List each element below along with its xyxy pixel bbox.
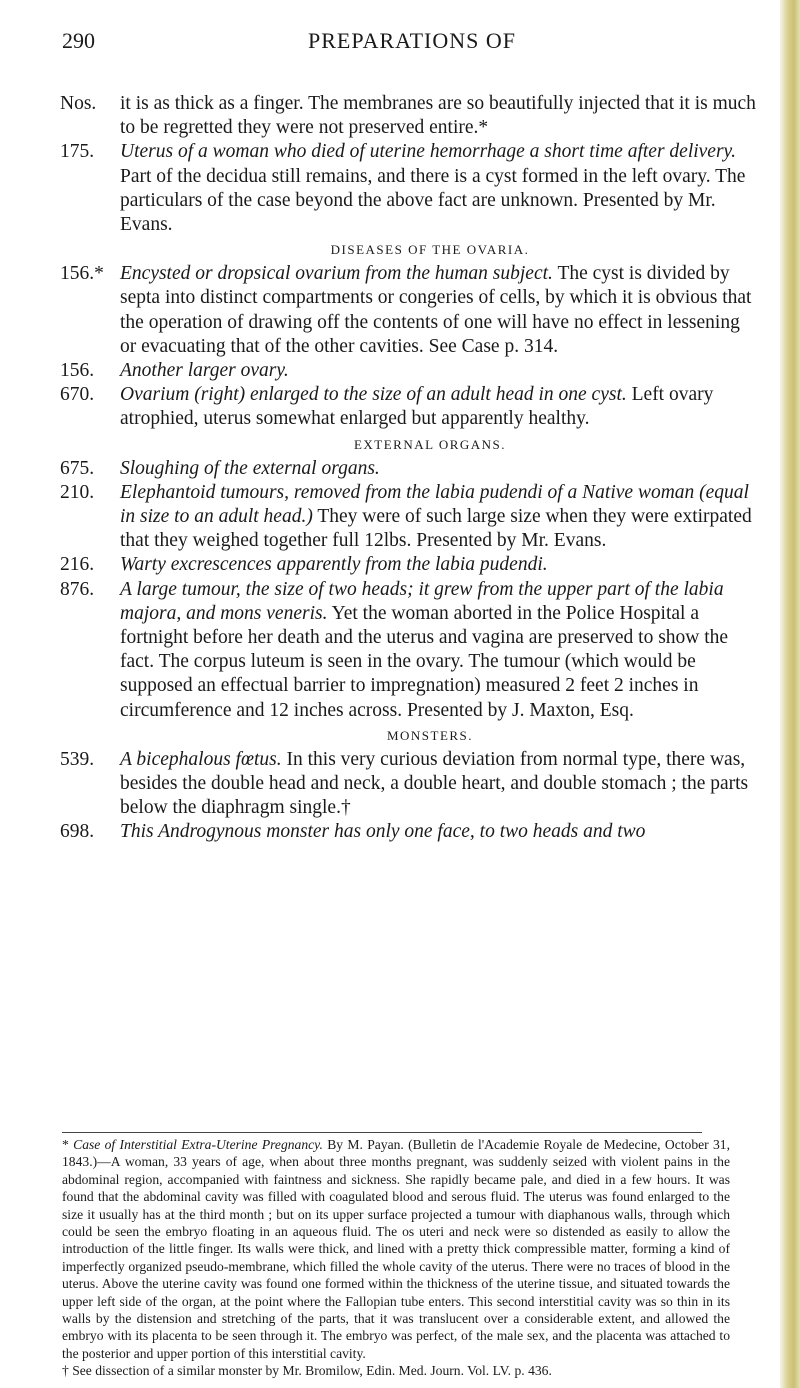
footnotes bbox=[62, 1136, 730, 1380]
entries-intro bbox=[60, 92, 760, 237]
entry-description: Part of the decidua still remains, and there is a cyst formed in the left ovary. The particulars of the case beyond the above fact are unknown. Presented by Mr. Evans. bbox=[120, 165, 746, 236]
entry-text bbox=[120, 749, 748, 818]
section-heading-ovaria: DISEASES OF THE OVARIA. bbox=[330, 242, 530, 258]
entry-description: Left ovary atrophied, uterus somewhat enlarged but apparently healthy. bbox=[120, 384, 714, 430]
entry-description: They were of such large size when they were extirpated that they weighed together full 12lbs. Presented by Mr. Evans. bbox=[120, 506, 752, 552]
entry-title: Ovarium (right) enlarged to the size of an adult head in one cyst. bbox=[120, 384, 627, 406]
catalogue-entry bbox=[60, 140, 760, 237]
entry-title: Another larger ovary. bbox=[120, 360, 289, 382]
page-body bbox=[60, 92, 760, 845]
entry-number: 216. bbox=[60, 554, 95, 576]
entry-number: Nos. bbox=[60, 93, 97, 114]
entry-number: 175. bbox=[60, 141, 95, 163]
entry-title: A bicephalous fœtus. bbox=[120, 748, 282, 770]
entry-text bbox=[120, 554, 548, 575]
entry-text bbox=[120, 141, 745, 235]
entry-text bbox=[120, 360, 289, 381]
entry-number: 698. bbox=[60, 821, 95, 843]
catalogue-entry bbox=[60, 359, 760, 383]
entries-ovaria bbox=[60, 262, 760, 431]
entry-number: 156. bbox=[60, 360, 95, 382]
entry-title: Uterus of a woman who died of uterine hemorrhage a short time after delivery. bbox=[120, 141, 737, 163]
entry-number: 210. bbox=[60, 481, 95, 503]
entries-monsters bbox=[60, 748, 760, 845]
entry-description: Yet the woman aborted in the Police Hospital a fortnight before her death and the uterus and vagina are preserved to show the fact. The corpus luteum is seen in the ovary. The tumour (which would be supposed an effectual barrier to impregnation) measured 2 feet 2 inches in circumference and 12 inches across. Presented by J. Maxton, Esq. bbox=[120, 602, 729, 721]
footnote-rule bbox=[62, 1132, 702, 1133]
entry-description: In this very curious deviation from normal type, there was, besides the double head and neck, a double heart, and double stomach ; the parts below the diaphragm single.† bbox=[120, 748, 749, 819]
entry-text bbox=[120, 458, 380, 479]
entry-text bbox=[120, 579, 728, 721]
entry-description: it is as thick as a finger. The membranes are so beautifully injected that it is much to be regretted they were not preserved entire.* bbox=[120, 93, 756, 139]
entry-title: Elephantoid tumours, removed from the labia pudendi of a Native woman (equal in size to an adult head.) bbox=[120, 481, 749, 528]
entry-number: 675. bbox=[60, 457, 95, 479]
catalogue-entry bbox=[60, 820, 760, 844]
footnote-1-marker: * bbox=[62, 1137, 74, 1152]
footnote-1 bbox=[62, 1136, 730, 1362]
entry-title: A large tumour, the size of two heads; it grew from the upper part of the labia majora, and mons veneris. bbox=[120, 578, 724, 624]
catalogue-entry bbox=[60, 262, 760, 359]
entry-number: 670. bbox=[60, 384, 95, 406]
footnote-2: † See dissection of a similar monster by Mr. Bromilow, Edin. Med. Journ. Vol. LV. p. 436. bbox=[62, 1363, 552, 1379]
entry-title: This Androgynous monster has only one face, to two heads and two bbox=[120, 821, 646, 843]
entry-number: 876. bbox=[60, 578, 95, 600]
entries-external bbox=[60, 457, 760, 723]
catalogue-entry bbox=[60, 553, 760, 577]
section-heading-monsters: MONSTERS. bbox=[386, 727, 474, 743]
page-number: 290 bbox=[62, 28, 95, 53]
catalogue-entry bbox=[60, 92, 760, 140]
entry-text bbox=[120, 821, 645, 842]
entry-text bbox=[120, 93, 756, 138]
entry-number: 539. bbox=[60, 748, 95, 770]
footnote-1-title: Case of Interstitial Extra-Uterine Pregnancy. bbox=[73, 1137, 323, 1152]
catalogue-entry bbox=[60, 457, 760, 481]
catalogue-entry bbox=[60, 481, 760, 554]
catalogue-entry bbox=[60, 383, 760, 431]
entry-title: Warty excrescences apparently from the labia pudendi. bbox=[120, 554, 548, 576]
page-header bbox=[62, 28, 762, 58]
entry-title: Sloughing of the external organs. bbox=[120, 457, 380, 479]
entry-description: The cyst is divided by septa into distinct compartments or congeries of cells, by which it is obvious that the operation of drawing off the contents of one will have no effect in lessening or evacuating that of the other cavities. See Case p. 314. bbox=[120, 263, 752, 357]
running-head: PREPARATIONS OF bbox=[308, 28, 516, 53]
section-heading-external: EXTERNAL ORGANS. bbox=[353, 436, 507, 452]
entry-text bbox=[120, 384, 713, 429]
entry-title: Encysted or dropsical ovarium from the human subject. bbox=[120, 263, 553, 285]
catalogue-entry bbox=[60, 748, 760, 821]
entry-number: 156.* bbox=[60, 263, 104, 285]
entry-text bbox=[120, 263, 751, 357]
catalogue-entry bbox=[60, 578, 760, 723]
footnote-1-text: By M. Payan. (Bulletin de l'Academie Royale de Medecine, October 31, 1843.)—A woman, 33 years of age, when about three months pregnant, was suddenly seized with violent pains in the abdominal region, accompanied with faintness and sickness. She rapidly became pale, and died in a few hours. It was found that the abdominal cavity was filled with coagulated blood and serous fluid. The uterus was found enlarged to the size it usually has at the third month ; but on its upper surface projected a tumour with diaphanous walls, through which could be seen the embryo floating in an aqueous fluid. The os uteri and neck were so distended as easily to allow the introduction of the little finger. Its walls were thick, and lined with a pretty thick compressible matter, forming a kind of imperfectly organized pseudo-membrane, which filled the whole cavity of the uterus. There were no traces of blood in the uterus. Above the uterine cavity was found one formed within the thickness of the uterine tissue, and situated towards the upper left side of the organ, at the point where the Fallopian tube enters. This second interstitial cavity was so thin in its walls by the distension and stretching of the parts, that it was translucent over a considerable extent, and allowed the embryo with its placenta to be seen through it. The embryo was perfect, of the male sex, and the placenta was attached to the posterior and upper portion of this interstitial cavity. bbox=[62, 1137, 731, 1361]
entry-text bbox=[120, 482, 752, 551]
page-binding-edge bbox=[780, 0, 800, 1388]
